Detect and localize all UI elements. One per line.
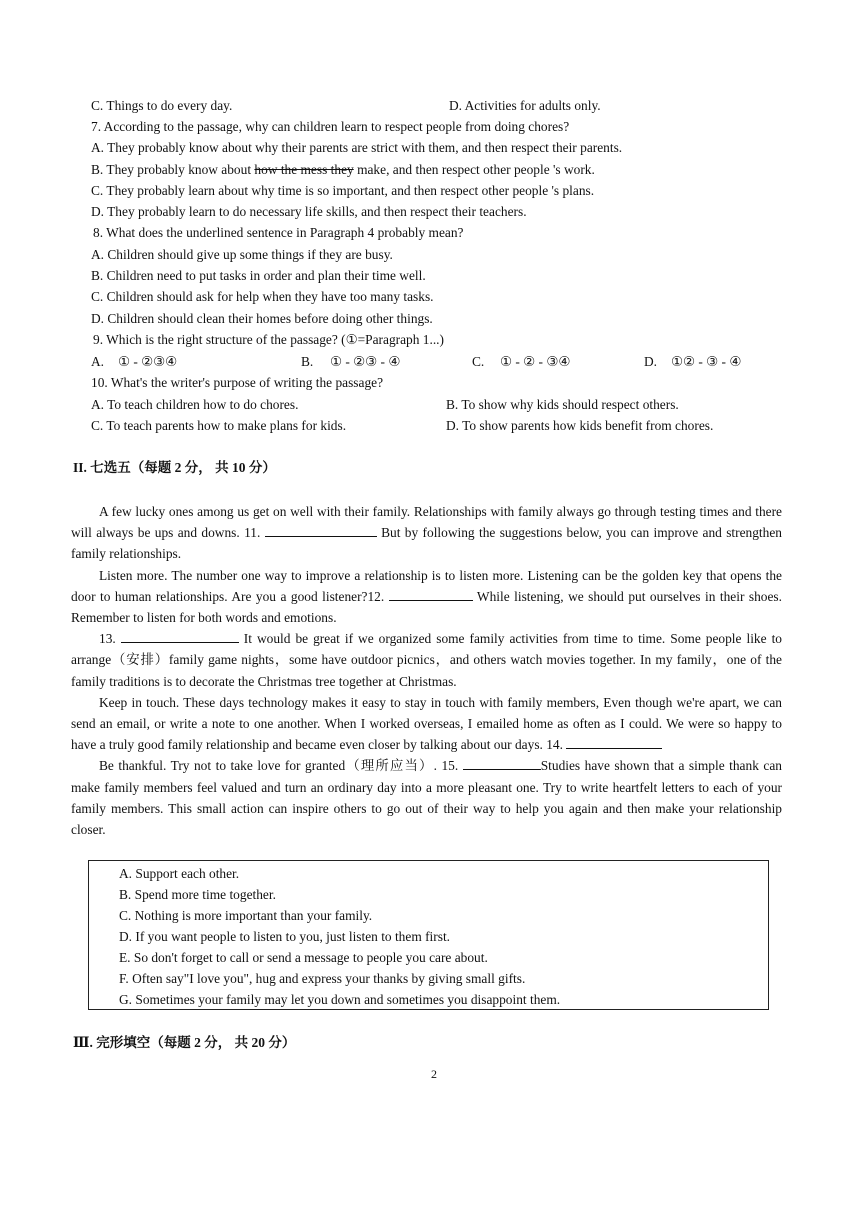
blank-13[interactable] [121, 630, 239, 643]
passage-paragraph-1: A few lucky ones among us get on well with their family. Relationships with family always go through testing times and there will always be ups and downs. 11. But by following the suggestions below, you can improve and strengthen family relationships. [71, 504, 782, 562]
q7-option-c: C. They probably learn about why time is so important, and then respect other people 's plans. [91, 183, 595, 198]
q7-stem: 7. According to the passage, why can children learn to respect people from doing chores? [91, 119, 570, 134]
option-e: E. So don't forget to call or send a message to people you care about. [119, 950, 488, 965]
q10-stem: 10. What's the writer's purpose of writing the passage? [91, 375, 384, 390]
q10-option-c: C. To teach parents how to make plans for kids. [91, 418, 347, 433]
option-f: F. Often say"I love you", hug and express your thanks by giving small gifts. [119, 971, 526, 986]
q9-option-b: ① - ②③ - ④ [330, 354, 401, 369]
option-c: C. Nothing is more important than your family. [119, 908, 373, 923]
section-3-heading: Ⅲ. 完形填空（每题 2 分， 共 20 分） [73, 1035, 296, 1050]
option-b: B. Spend more time together. [119, 887, 276, 902]
blank-11[interactable] [265, 524, 377, 537]
q9-option-c-label: C. [472, 354, 485, 369]
q9-option-c: ① - ② - ③④ [500, 354, 571, 369]
q8-stem: 8. What does the underlined sentence in Paragraph 4 probably mean? [93, 225, 464, 240]
q9-option-d-label: D. [644, 354, 658, 369]
q7-option-b-crossed-out: how the mess they [254, 162, 354, 177]
q8-option-a: A. Children should give up some things if they are busy. [91, 247, 393, 262]
page-number: 2 [431, 1067, 437, 1081]
option-g: G. Sometimes your family may let you down and sometimes you disappoint them. [119, 992, 561, 1007]
q7-option-b: B. They probably know about how the mess they make, and then respect other people 's work. [91, 162, 595, 177]
option-a: A. Support each other. [119, 866, 240, 881]
passage-paragraph-2: Listen more. The number one way to improve a relationship is to listen more. Listening can be the golden key that opens the door to human relationships. Are you a good listener?12. While listening, we should put ourselves in their shoes. Remember to listen for both words and emotions. [71, 567, 782, 626]
q9-option-b-label: B. [301, 354, 314, 369]
q9-option-d: ①② - ③ - ④ [671, 354, 742, 369]
q10-option-d: D. To show parents how kids benefit from chores. [446, 418, 714, 433]
q7-option-a: A. They probably know about why their parents are strict with them, and then respect their parents. [91, 140, 623, 155]
options-box [88, 860, 769, 1010]
q6-option-c: C. Things to do every day. [91, 98, 233, 113]
q6-option-d: D. Activities for adults only. [449, 98, 601, 113]
q7-option-d: D. They probably learn to do necessary life skills, and then respect their teachers. [91, 204, 527, 219]
blank-14[interactable] [566, 736, 662, 749]
q9-option-a-label: A. [91, 354, 105, 369]
section-2-heading: II. 七选五（每题 2 分， 共 10 分） [73, 460, 276, 475]
q10-option-b: B. To show why kids should respect others. [446, 397, 679, 412]
passage-paragraph-3: 13. It would be great if we organized some family activities from time to time. Some people like to arrange（安排）family game nights，some have outdoor picnics，and others watch movies together. In my family，one of the family traditions is to decorate the Christmas tree together at Christmas. [71, 631, 782, 689]
q9-stem: 9. Which is the right structure of the passage? (①=Paragraph 1...) [93, 332, 444, 347]
passage-paragraph-4: Keep in touch. These days technology makes it easy to stay in touch with family members, Even though we're apart, we can send an email, or write a note to one another. When I worked overseas, I emailed home as often as I could. We were so happy to have a truly good family relationship and became even closer by talking about our days. 14. [71, 694, 782, 753]
q10-option-a: A. To teach children how to do chores. [91, 397, 299, 412]
blank-15[interactable] [463, 757, 541, 770]
q8-option-b: B. Children need to put tasks in order and plan their time well. [91, 268, 426, 283]
q9-option-a: ① - ②③④ [118, 354, 178, 369]
q8-option-d: D. Children should clean their homes before doing other things. [91, 311, 433, 326]
passage [71, 501, 782, 840]
q8-option-c: C. Children should ask for help when they have too many tasks. [91, 289, 434, 304]
option-d: D. If you want people to listen to you, just listen to them first. [119, 929, 451, 944]
blank-12[interactable] [389, 588, 473, 601]
passage-paragraph-5: Be thankful. Try not to take love for granted（理所应当）. 15. Studies have shown that a simple thank can make family members feel valued and turn an ordinary day into a more pleasant one. Try to write heartfelt letters to each of your family members. This small action can inspire others to go out of their way to help you again and then make your relationship closer. [71, 758, 782, 838]
